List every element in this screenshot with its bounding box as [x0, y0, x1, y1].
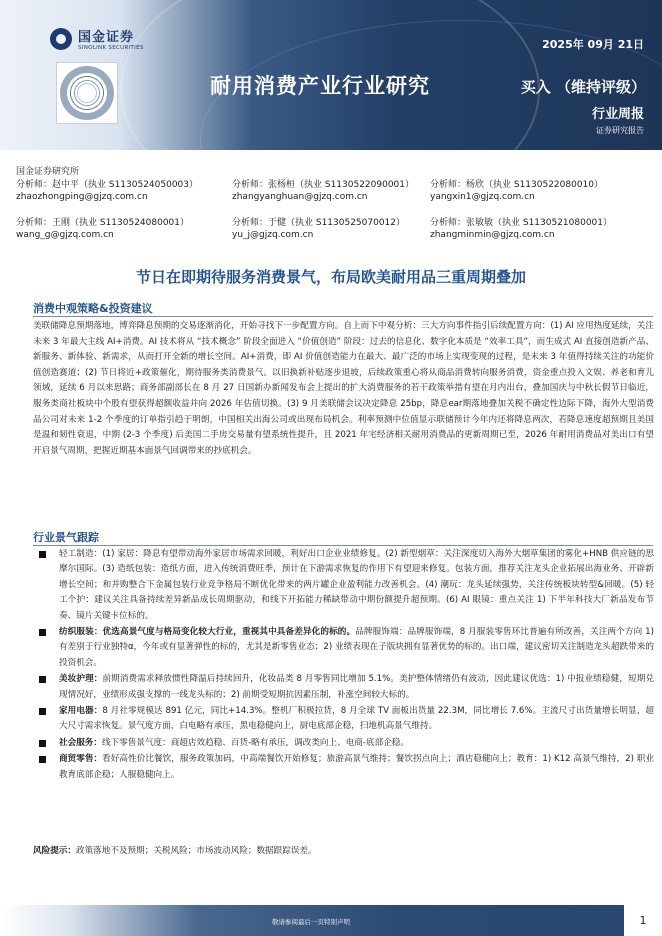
- list-item: [33, 704, 654, 735]
- list-item-text: 看好高性价比餐饮，服务政策加码，中高端餐饮开始修复；旅游高景气维持；餐饮拐点向上；酒店稳健向上；教育：1) K12 高景气维持，2) 职业教育底部企稳；人服稳健向上。: [59, 754, 654, 780]
- analyst-email[interactable]: zhaozhongping@gjzq.com.cn: [16, 192, 148, 202]
- rating-badge: 买入 （维持评级）: [520, 78, 646, 96]
- analyst-row: [16, 217, 652, 241]
- list-item: [33, 672, 654, 703]
- analyst-name: 分析师：杨欣（执业 S1130522080010）: [430, 180, 604, 190]
- institute-name: 国金证券研究所: [16, 167, 80, 177]
- list-item-text: 前期消费需求释放惯性降温后持续回升，化妆品类 8 月零售同比增加 5.1%。美护整体情绪仍有波动，因此建议优选：1) 中报业绩稳健，短期兑现情况好，业绩形成强支撑的一线龙头标的；2) 前期受短期抗因素压制，补涨空间较大标的。: [59, 674, 654, 700]
- analyst-card: [16, 217, 232, 241]
- page-title: 耐用消费产业行业研究: [210, 74, 430, 98]
- analyst-email[interactable]: zhangminmin@gjzq.com.cn: [430, 230, 555, 240]
- analyst-card: [232, 179, 430, 203]
- analyst-email[interactable]: yu_j@gjzq.com.cn: [232, 230, 314, 240]
- list-item-text: 8 月社零规模达 891 亿元，同比+14.3%。整机厂积极拉货，8 月全球 TV 面板出货量 22.3M，同比增长 7.6%。主流尺寸出货量增长明显，超大尺寸需求恢复。景气度方面，白电略有承压，黑电稳健向上，厨电底部企稳，扫地机高景气维持。: [59, 706, 654, 732]
- analyst-name: 分析师：张敏敏（执业 S1130521080001）: [430, 218, 613, 228]
- logo-cn: 国金证券: [78, 30, 135, 45]
- analyst-row: [16, 179, 652, 203]
- section-title-tracking: 行业景气跟踪: [33, 531, 99, 544]
- risk-label: 风险提示：: [33, 846, 76, 856]
- list-item-label: 纺织服装：优选高景气度与格局变化较大行业，重视其中具备差异化的标的。: [59, 627, 356, 638]
- list-item-label: 家用电器：: [59, 706, 103, 717]
- tracking-list: [33, 547, 654, 783]
- report-type: 行业周报: [591, 107, 644, 122]
- section-divider: [33, 316, 653, 317]
- bullet-icon: [39, 708, 46, 715]
- bullet-icon: [39, 756, 46, 763]
- strategy-paragraph: 美联储降息预期落地，博弈降息预期的交易逐渐消化，开始寻找下一步配置方向。自上而下中观分析：三大方向事件指引后续配置方向：(1) AI 应用热度延续，关注未来 3 年最大主线 AI+消费。AI 技术将从 “技术概念” 阶段全面进入 “价值创造” 阶段：过去的信息化、数字化本质是 “效率工具”，而生成式 AI 直接创造新产品、新服务、新体验、新需求，从而打开全新的增长空间。AI+消费，即 AI 价值创造能力在最大、最广泛的市场上实现变现的过程，是未来 3 年值得持续关注的功能价值创造赛道；(2) 节日将近+政策催化，期待服务类消费景气。以旧换新补贴逐步退坡，后续政策重心将从商品消费转向服务消费，资金重点投入文娱、养老和育儿领域，延续 6 月以来思路；商务部副部长在 8 月 27 日国新办新闻发布会上提出的扩大消费服务的若干政策举措有望在月内出台，叠加国庆与中秋长假节日临近，服务类商社板块中个股有望获得超额收益并向 2026 年估值切换。(3) 9 月美联储会议决定降息 25bp，降息ear期落地叠加关税不确定性边际下降，海外大型消费品公司对未来 1-2 个季度的订单指引趋于明朗，中国相关出海公司或出现布局机会。利率预测中位值显示联储预计今年内还将降息两次，若降息速度超预期且美国是温和韧性衰退，中期 (2-3 个季度) 后美国二手房交易量有望系统性提升，且 2021 年宅经济相关耐用消费品的更新周期已至，2026 年耐用消费品对美出口有望开启景气周期，把握近期基本面景气回调带来的抄底机会。: [33, 321, 654, 456]
- analyst-email[interactable]: wang_g@gjzq.com.cn: [16, 230, 114, 240]
- analyst-card: [430, 179, 628, 203]
- list-item: [33, 625, 654, 671]
- bullet-icon: [39, 676, 46, 683]
- logo-en: SINOLINK SECURITIES: [78, 45, 144, 51]
- analyst-email[interactable]: yangxin1@gjzq.com.cn: [430, 192, 535, 202]
- list-item: [33, 736, 654, 751]
- bullet-icon: [39, 629, 46, 636]
- disclaimer-link[interactable]: 敬请参阅最后一页特别声明: [272, 918, 350, 926]
- company-logo: [50, 26, 144, 51]
- analyst-card: [232, 217, 430, 241]
- analyst-name: 分析师：王刚（执业 S1130524080001）: [16, 218, 190, 228]
- risk-text: 政策落地不及预期；关税风险；市场波动风险；数据跟踪误差。: [75, 846, 317, 856]
- list-item-label: 美妆护理：: [59, 674, 103, 685]
- logo-icon: [50, 28, 72, 50]
- analyst-email[interactable]: zhangyanghuan@gjzq.com.cn: [232, 192, 368, 202]
- list-item-text: 线下零售景气度：商超店效趋稳、百货-略有承压，调改类向上、电商-底部企稳。: [101, 737, 409, 748]
- analyst-name: 分析师：于健（执业 S1130525070012）: [232, 218, 406, 228]
- list-item-label: 社会服务：: [59, 737, 102, 748]
- list-item: [33, 752, 654, 783]
- report-header: [0, 0, 662, 150]
- report-date: 2025年 09月 21日: [542, 38, 644, 51]
- risk-note: [33, 844, 317, 856]
- analyst-block: [16, 166, 652, 241]
- qr-code-icon: [56, 62, 118, 124]
- list-item: [33, 547, 654, 624]
- section-divider: [33, 545, 653, 546]
- bullet-icon: [39, 740, 46, 747]
- report-headline: 节日在即期待服务消费景气，布局欧美耐用品三重周期叠加: [135, 268, 526, 286]
- section-title-strategy: 消费中观策略&投资建议: [33, 302, 153, 315]
- page-number: 1: [624, 905, 662, 936]
- bullet-icon: [39, 551, 46, 558]
- analyst-name: 分析师：张杨桓（执业 S1130522090001）: [232, 180, 415, 190]
- list-item-text: 品牌服饰端：品牌服饰端，8 月服装零售环比普遍有所改善，关注两个方向 1) 有差别于行业独特α，今年或有显著弹性的标的，尤其是新零售业态；2) 业绩表现在子版块拥有显著优势的标的。出口端，建议密切关注制造龙头超跌带来的投资机会。: [59, 627, 654, 668]
- analyst-card: [430, 217, 628, 241]
- list-item-text: 轻工制造：(1) 家居：降息有望带动海外家居市场需求回暖，利好出口企业业绩修复。(2) 新型烟草：关注深度切入海外大烟草集团的雾化+HNB 供应链的思摩尔国际。(3) 造纸包装：造纸方面，进入传统消费旺季，预计在下游需求恢复的作用下有望迎来修复。包装方面，推荐关注龙头企业拓展出海业务、开辟新增长空间；和并购整合下金属包装行业竞争格局不断优化带来的两片罐企业盈利能力改善机会。(4) 潮玩：龙头延续强势，关注传统板块转型&回暖。(5) 轻工个护：建议关注具备持续差异新品成长周期驱动，和线下开拓能力稀缺带动中期份额提升超预期。(6) AI 眼镜：重点关注 1) 下半年科技大厂新品发布节奏、镜片关键卡位标的。: [59, 549, 654, 621]
- analyst-name: 分析师：赵中平（执业 S1130524050003）: [16, 180, 199, 190]
- report-subtype: 证券研究报告: [596, 126, 644, 135]
- page-footer: [0, 905, 662, 936]
- analyst-card: [16, 179, 232, 203]
- list-item-label: 商贸零售：: [59, 754, 103, 765]
